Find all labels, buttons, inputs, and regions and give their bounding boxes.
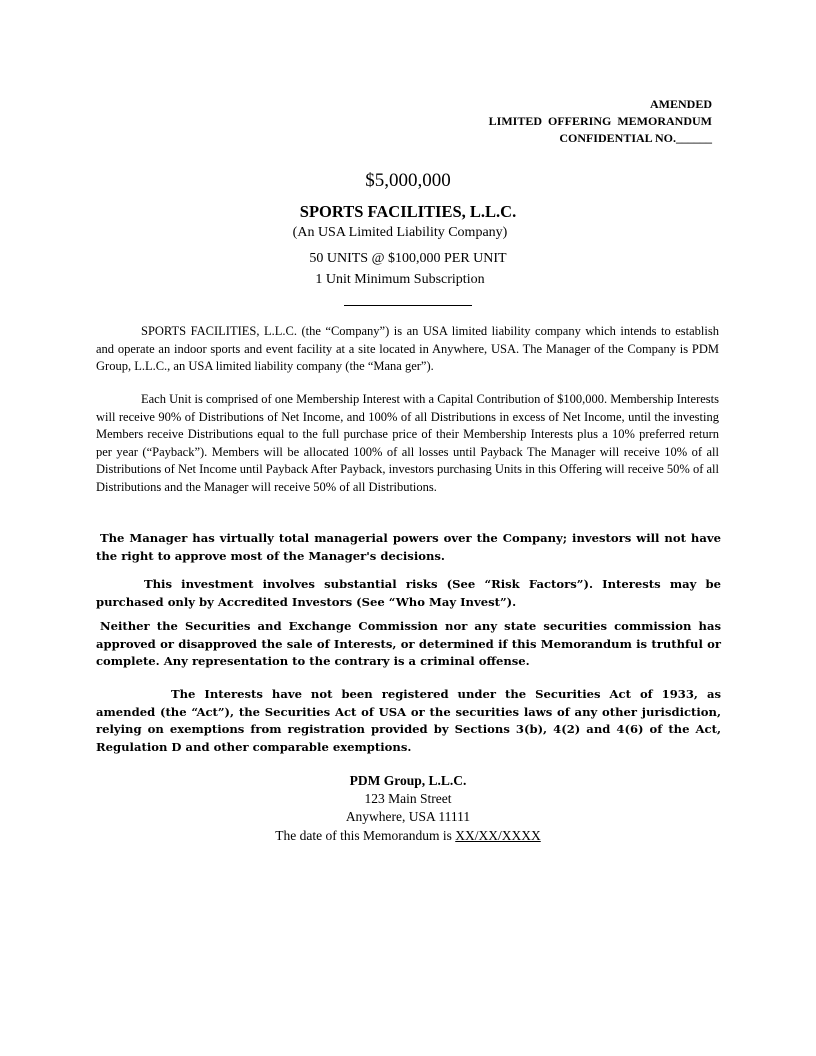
company-type: (An USA Limited Liability Company) [292,225,508,240]
memorandum-date-prefix: The date of this Memorandum is [275,828,456,843]
issuer-name: PDM Group, L.L.C. [349,773,467,788]
issuer-street: 123 Main Street [364,791,452,806]
units-offered: 50 UNITS @ $100,000 PER UNIT [309,251,507,266]
risk-notice: This investment involves substantial risks (See “Risk Factors”). Interests may be purchased only by Accredited Investors (See “Who May Invest”). [96,577,721,609]
title-divider [344,305,472,306]
minimum-subscription: 1 Unit Minimum Subscription [315,272,485,287]
header-confidential-number: CONFIDENTIAL NO.______ [559,131,712,145]
memorandum-date [0,827,816,846]
intro-paragraph: SPORTS FACILITIES, L.L.C. (the “Company”) is an USA limited liability company which intends to establish and operate an indoor sports and event facility at a site located in Anywhere, USA. The Manager of the Company is PDM Group, L.L.C., an USA limited liability company (the “Mana ger”). [96,324,719,373]
issuer-city: Anywhere, USA 11111 [345,809,471,824]
memorandum-date-value: XX/XX/XXXX [455,828,541,843]
header-amended: AMENDED [650,97,712,111]
manager-powers-notice: The Manager has virtually total managerial powers over the Company; investors will not have the right to approve most of the Manager's decisions. [96,531,721,563]
sec-notice: Neither the Securities and Exchange Commission nor any state securities commission has approved or disapproved the sale of Interests, or determined if this Memorandum is truthful or complete. Any representation to the contrary is a criminal offense. [96,619,721,668]
offering-amount: $5,000,000 [365,170,451,191]
header-memorandum-type: LIMITED OFFERING MEMORANDUM [488,114,712,128]
registration-notice: The Interests have not been registered under the Securities Act of 1933, as amended (the “Act”), the Securities Act of USA or the securities laws of any other jurisdiction, relying on exemptions from registration provided by Sections 3(b), 4(2) and 4(6) of the Act, Regulation D and other comparable exemptions. [96,687,721,754]
units-paragraph: Each Unit is comprised of one Membership Interest with a Capital Contribution of $100,000. Membership Interests will receive 90% of Distributions of Net Income, and 100% of all Distributions in excess of Net Income, until the investing Members receive Distributions equal to the full purchase price of their Membership Interests plus a 10% preferred return per year (“Payback”). Members will be allocated 100% of all losses until Payback The Manager will receive 10% of all Distributions of Net Income until Payback After Payback, investors purchasing Units in this Offering will receive 50% of all Distributions and the Manager will receive 50% of all Distributions. [96,392,719,494]
company-name: SPORTS FACILITIES, L.L.C. [299,202,517,221]
document-header [489,96,712,147]
